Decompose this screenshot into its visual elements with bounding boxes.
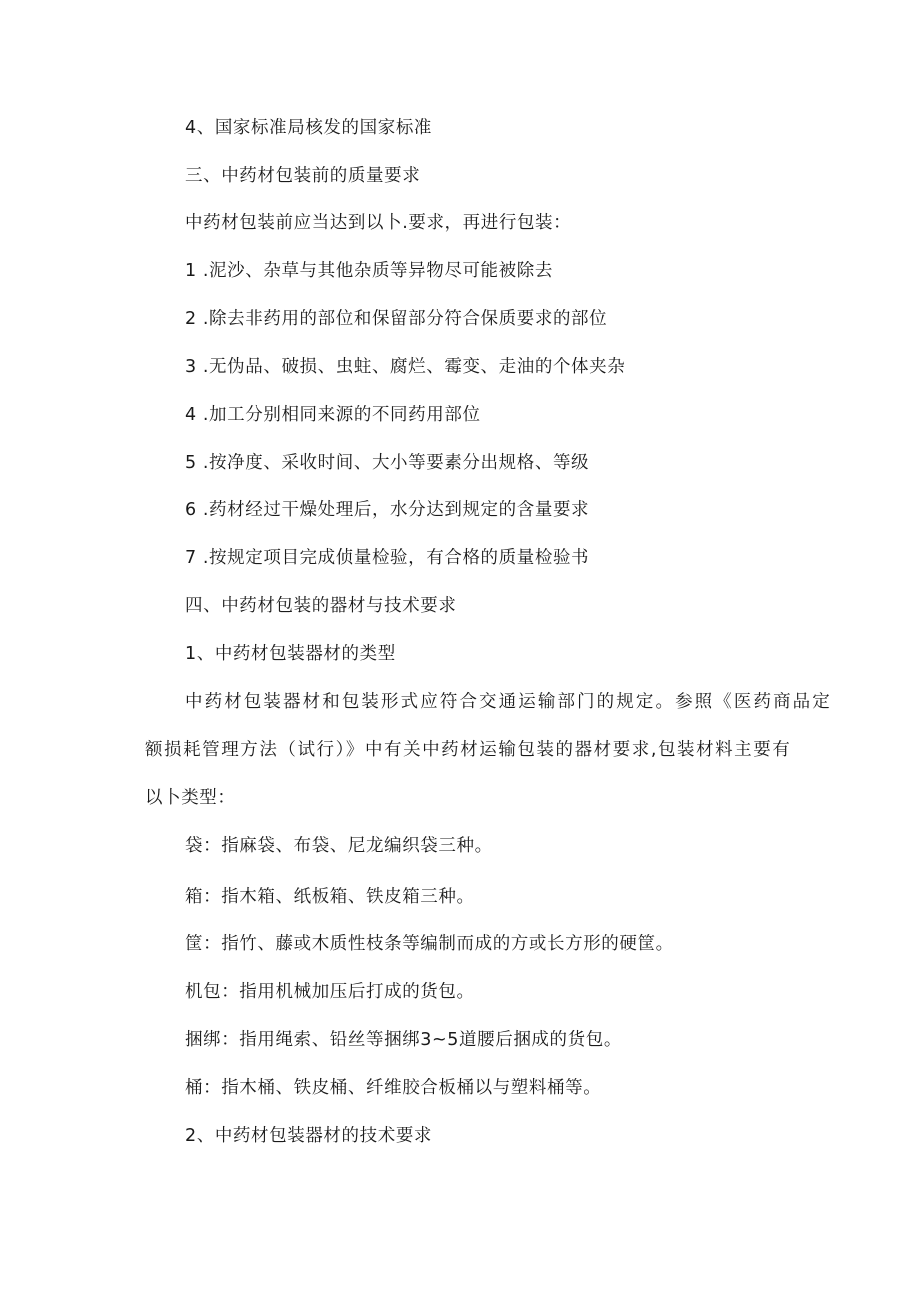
text-line: 4、国家标准局核发的国家标准 [185, 118, 433, 138]
paragraph-line: 以卜类型： [145, 788, 236, 808]
paragraph-line: 额损耗管理方法（试行）》中有关中药材运输包装的器材要求,包装材料主要有 [145, 740, 790, 760]
list-item: 5 .按净度、采收时间、大小等要素分出规格、等级 [185, 453, 590, 473]
list-item: 2 .除去非药用的部位和保留部分符合保质要求的部位 [185, 309, 608, 329]
definition-item: 捆绑：指用绳索、铅丝等捆绑3~5道腰后捆成的货包。 [185, 1030, 622, 1050]
list-item: 4 .加工分别相同来源的不同药用部位 [185, 405, 481, 425]
subsection-heading: 1、中药材包装器材的类型 [185, 644, 396, 664]
list-item: 6 .药材经过干燥处理后，水分达到规定的含量要求 [185, 500, 590, 520]
list-item: 3 .无伪品、破损、虫蛀、腐烂、霉变、走油的个体夹杂 [185, 357, 626, 377]
definition-item: 箱：指木箱、纸板箱、铁皮箱三种。 [185, 887, 475, 907]
section-heading: 四、中药材包装的器材与技术要求 [185, 596, 457, 616]
subsection-heading: 2、中药材包装器材的技术要求 [185, 1126, 433, 1146]
definition-item: 袋：指麻袋、布袋、尼龙编织袋三种。 [185, 836, 493, 856]
definition-item: 筐：指竹、藤或木质性枝条等编制而成的方或长方形的硬筐。 [185, 934, 674, 954]
list-item: 7 .按规定项目完成侦量检验，有合格的质量检验书 [185, 548, 590, 568]
definition-item: 桶：指木桶、铁皮桶、纤维胶合板桶以与塑料桶等。 [185, 1078, 602, 1098]
text-line: 中药材包装前应当达到以卜.要求，再进行包装： [185, 213, 572, 233]
list-item: 1 .泥沙、杂草与其他杂质等异物尽可能被除去 [185, 261, 553, 281]
paragraph-line: 中药材包装器材和包装形式应符合交通运输部门的规定。参照《医药商品定 [185, 692, 830, 712]
section-heading: 三、中药材包装前的质量要求 [185, 166, 421, 186]
definition-item: 机包：指用机械加压后打成的货包。 [185, 982, 475, 1002]
